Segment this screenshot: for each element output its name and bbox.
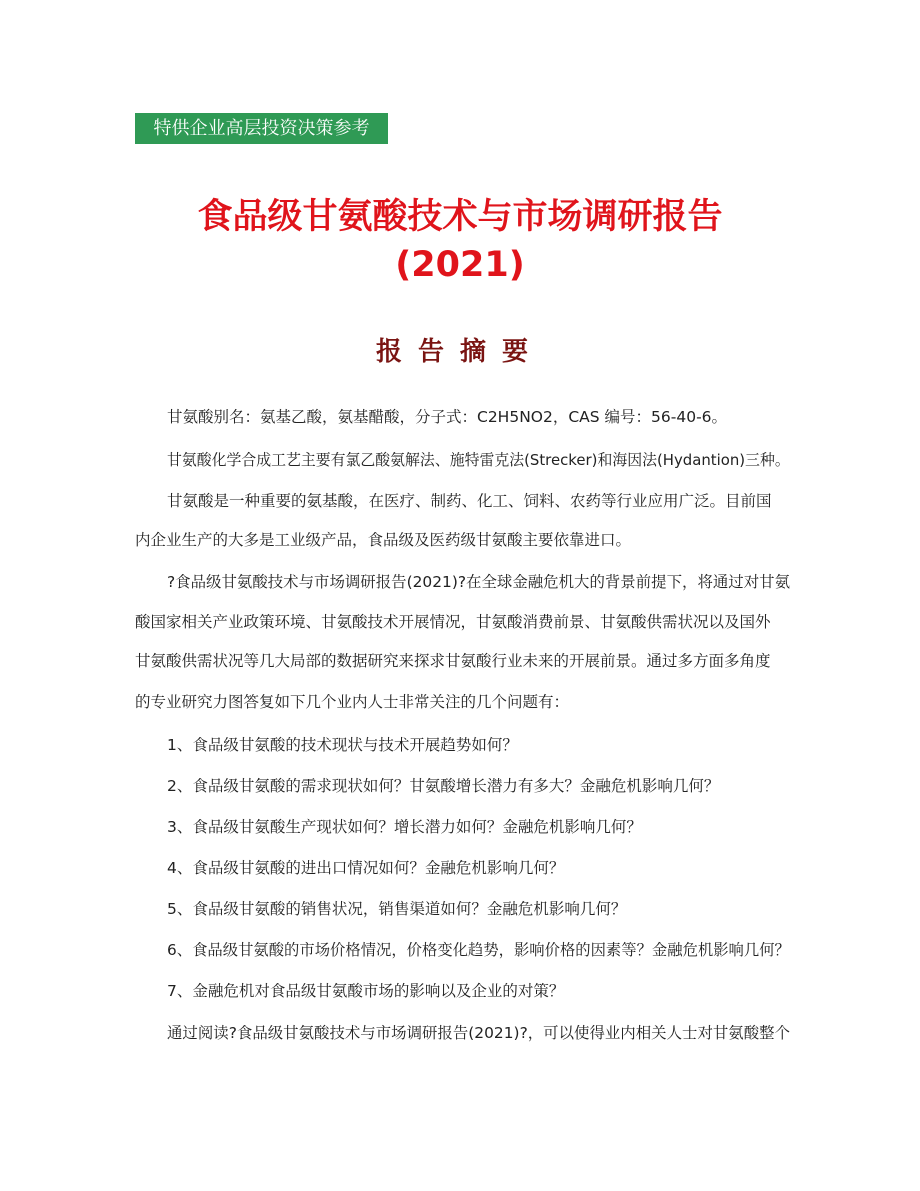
question-item: 5、食品级甘氨酸的销售状况，销售渠道如何？金融危机影响几何？ <box>167 900 627 918</box>
paragraph-line: 内企业生产的大多是工业级产品，食品级及医药级甘氨酸主要依靠进口。 <box>135 531 632 549</box>
question-item: 6、食品级甘氨酸的市场价格情况，价格变化趋势，影响价格的因素等？金融危机影响几何？ <box>167 941 790 959</box>
paragraph-line: ?食品级甘氨酸技术与市场调研报告(2021)?在全球金融危机大的背景前提下，将通过对甘氨 <box>167 573 790 591</box>
paragraph-line: 甘氨酸化学合成工艺主要有氯乙酸氨解法、施特雷克法(Strecker)和海因法(Hydantion)三种。 <box>167 451 790 469</box>
report-year: (2021) <box>395 245 525 285</box>
question-item: 3、食品级甘氨酸生产现状如何？增长潜力如何？金融危机影响几何？ <box>167 818 642 836</box>
paragraph-line: 的专业研究力图答复如下几个业内人士非常关注的几个问题有： <box>135 693 570 711</box>
paragraph-line: 甘氨酸别名：氨基乙酸，氨基醋酸，分子式：C2H5NO2，CAS 编号：56-40-6。 <box>167 408 728 426</box>
paragraph-line: 甘氨酸是一种重要的氨基酸，在医疗、制药、化工、饲料、农药等行业应用广泛。目前国 <box>167 492 772 510</box>
header-tag: 特供企业高层投资决策参考 <box>135 113 388 144</box>
report-title: 食品级甘氨酸技术与市场调研报告 <box>197 197 723 237</box>
question-item: 7、金融危机对食品级甘氨酸市场的影响以及企业的对策？ <box>167 982 565 1000</box>
section-heading: 报告摘要 <box>375 337 544 367</box>
question-item: 4、食品级甘氨酸的进出口情况如何？金融危机影响几何？ <box>167 859 565 877</box>
question-item: 1、食品级甘氨酸的技术现状与技术开展趋势如何？ <box>167 736 518 754</box>
paragraph-line: 甘氨酸供需状况等几大局部的数据研究来探求甘氨酸行业未来的开展前景。通过多方面多角度 <box>135 652 771 670</box>
paragraph-line: 通过阅读?食品级甘氨酸技术与市场调研报告(2021)?，可以使得业内相关人士对甘氨酸整个 <box>167 1024 790 1042</box>
question-item: 2、食品级甘氨酸的需求现状如何？甘氨酸增长潜力有多大？金融危机影响几何？ <box>167 777 720 795</box>
paragraph-line: 酸国家相关产业政策环境、甘氨酸技术开展情况，甘氨酸消费前景、甘氨酸供需状况以及国外 <box>135 613 771 631</box>
